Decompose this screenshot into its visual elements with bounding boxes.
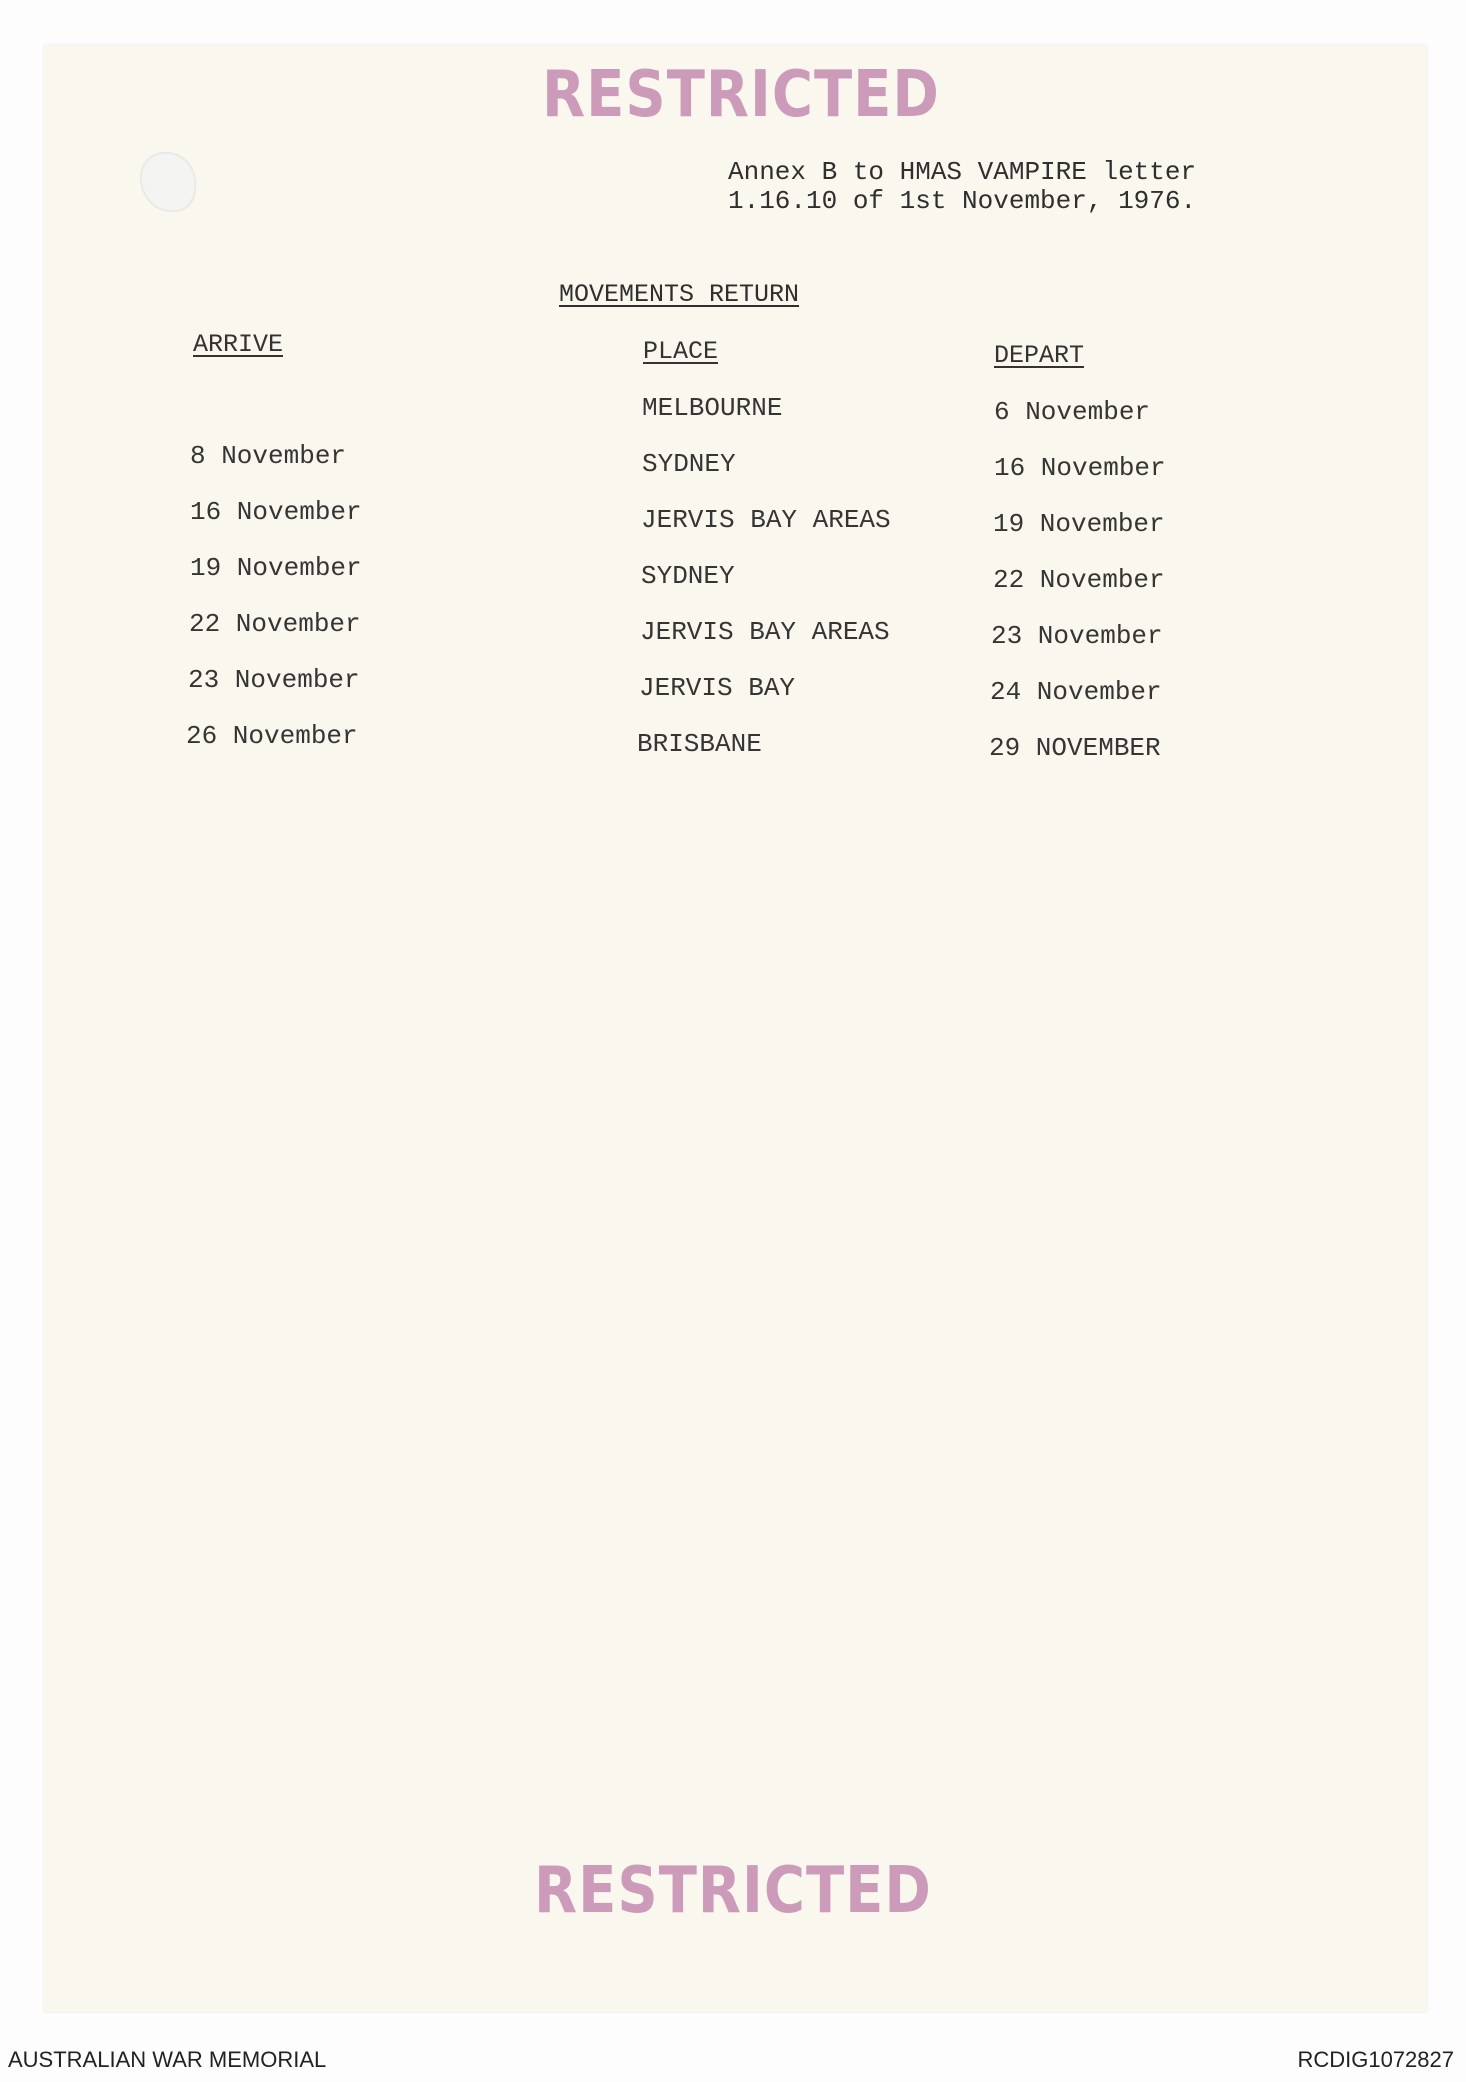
table-cell-place: SYDNEY: [641, 561, 735, 591]
table-cell-depart: 16 November: [994, 453, 1166, 483]
reference-line-2: 1.16.10 of 1st November, 1976.: [728, 186, 1197, 216]
restricted-stamp-bottom: RESTRICTED: [534, 1853, 932, 1928]
table-cell-place: JERVIS BAY AREAS: [640, 617, 890, 647]
reference-block: [728, 158, 1196, 216]
table-cell-arrive: 16 November: [190, 497, 362, 527]
table-cell-arrive: 8 November: [190, 441, 347, 471]
column-header-place: PLACE: [643, 337, 719, 366]
archive-id: RCDIG1072827: [1297, 2047, 1454, 2072]
table-cell-arrive: 23 November: [188, 665, 360, 695]
column-header-depart: DEPART: [994, 341, 1085, 370]
table-cell-place: MELBOURNE: [642, 393, 783, 423]
restricted-stamp-top: RESTRICTED: [542, 57, 940, 132]
table-cell-depart: 24 November: [990, 677, 1162, 707]
table-cell-arrive: 22 November: [189, 609, 361, 639]
table-cell-place: JERVIS BAY: [639, 673, 796, 703]
table-cell-arrive: 19 November: [190, 553, 362, 583]
archive-credit: AUSTRALIAN WAR MEMORIAL: [8, 2047, 327, 2072]
column-header-arrive: ARRIVE: [193, 330, 284, 359]
table-cell-arrive: 26 November: [186, 721, 358, 751]
document-heading: MOVEMENTS RETURN: [559, 280, 800, 309]
table-cell-place: BRISBANE: [637, 729, 762, 759]
table-cell-depart: 6 November: [994, 397, 1151, 427]
reference-line-1: Annex B to HMAS VAMPIRE letter: [728, 157, 1197, 187]
table-cell-depart: 19 November: [993, 509, 1165, 539]
table-cell-place: SYDNEY: [642, 449, 736, 479]
table-cell-depart: 23 November: [991, 621, 1163, 651]
table-cell-depart: 29 NOVEMBER: [989, 733, 1161, 763]
table-cell-depart: 22 November: [993, 565, 1165, 595]
table-cell-place: JERVIS BAY AREAS: [641, 505, 891, 535]
